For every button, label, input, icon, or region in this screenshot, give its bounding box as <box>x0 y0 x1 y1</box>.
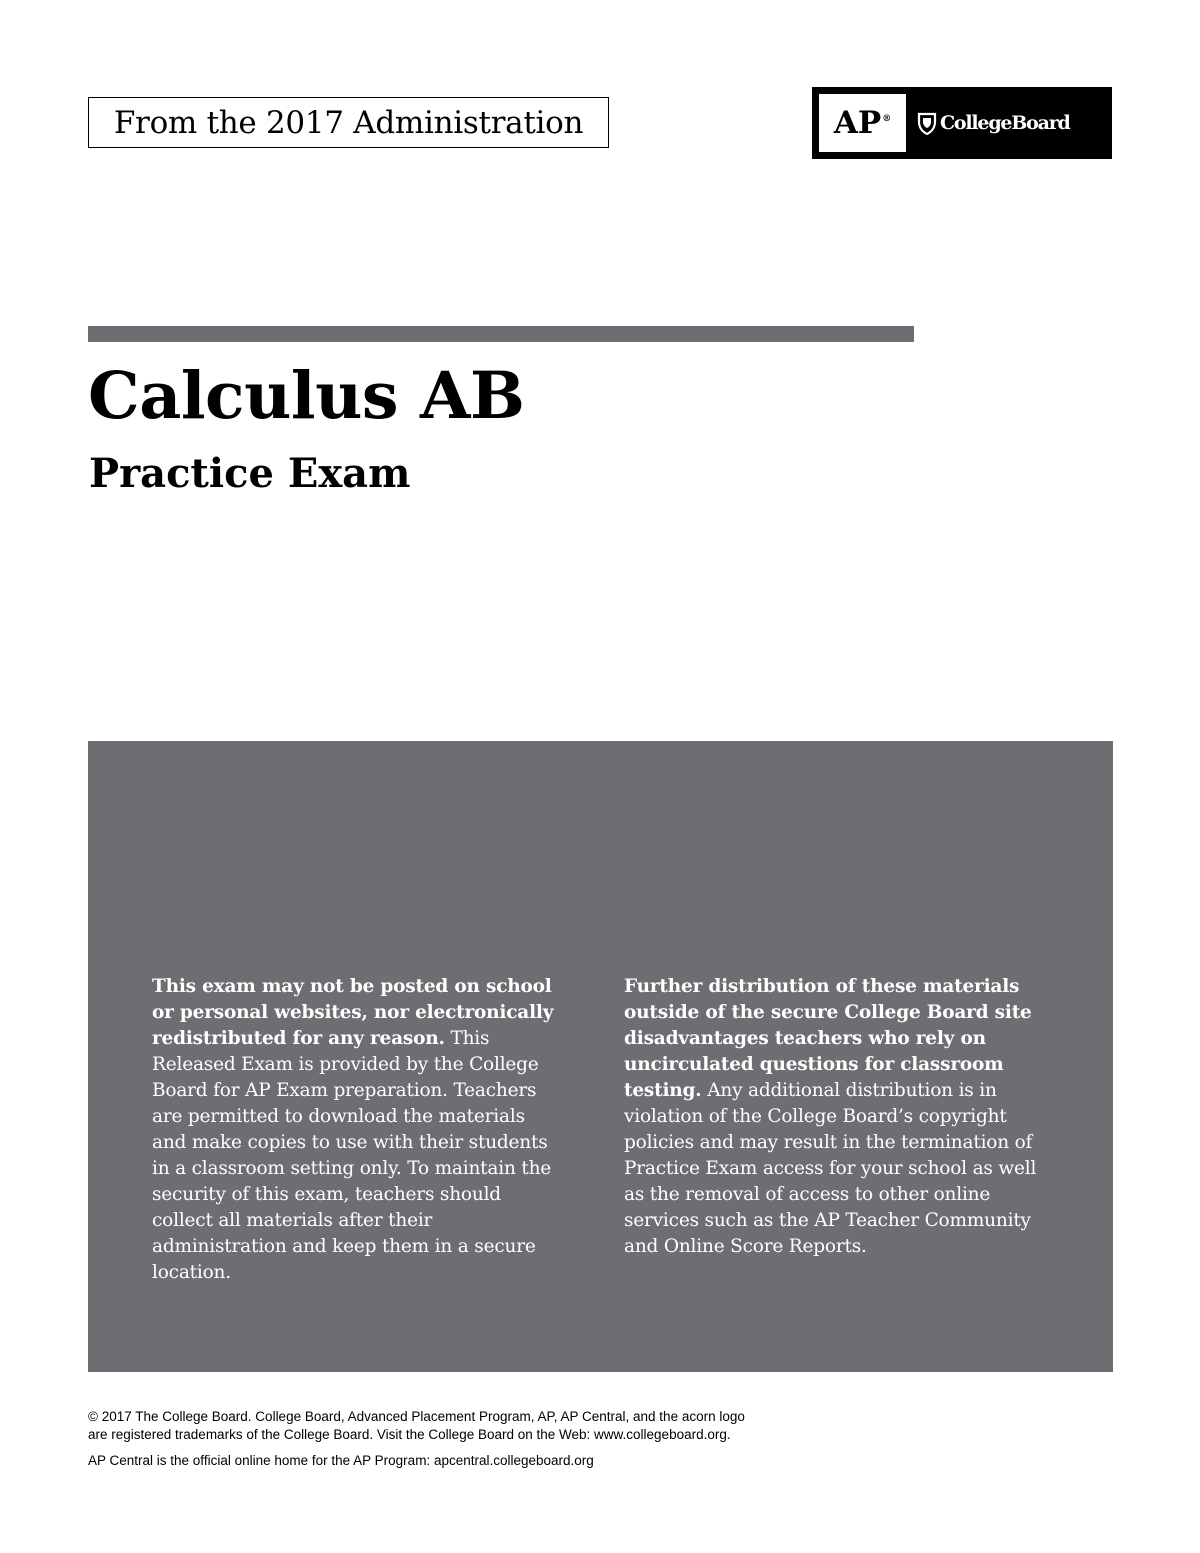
copyright-line-2: are registered trademarks of the College Board. Visit the College Board on the Web: www.collegeboard.org. <box>88 1427 731 1442</box>
notice-panel <box>88 741 1113 1372</box>
copyright-line-1: © 2017 The College Board. College Board, Advanced Placement Program, AP, AP Central, and the acorn logo <box>88 1409 745 1424</box>
notice-right-column <box>624 974 1044 1260</box>
notice-left-column <box>152 974 562 1286</box>
administration-label <box>88 97 609 148</box>
ap-logo <box>819 94 906 152</box>
collegeboard-logo <box>917 87 1102 159</box>
page-subtitle: Practice Exam <box>89 450 411 497</box>
page-title: Calculus AB <box>88 358 525 434</box>
administration-label-text: From the 2017 Administration <box>113 104 584 141</box>
notice-right-regular: Any additional distribution is in violation of the College Board’s copyright policies and may result in the termination of Practice Exam access for your school as well as the removal of access to other online services such as the AP Teacher Community and Online Score Reports. <box>624 1080 1037 1257</box>
collegeboard-logo-text: CollegeBoard <box>940 112 1070 134</box>
ap-central-line: AP Central is the official online home for the AP Program: apcentral.collegeboard.org <box>88 1453 594 1468</box>
footer <box>88 1408 1088 1470</box>
ap-collegeboard-logo <box>812 87 1112 159</box>
notice-left-bold: This exam may not be posted on school or personal websites, nor electronically redistributed for any reason. <box>152 976 554 1049</box>
title-rule <box>88 326 914 342</box>
ap-logo-text: AP <box>833 105 882 141</box>
notice-right-bold: Further distribution of these materials outside of the secure College Board site disadvantages teachers who rely on uncirculated questions for classroom testing. <box>624 976 1032 1101</box>
notice-left-regular: This Released Exam is provided by the College Board for AP Exam preparation. Teachers are permitted to download the materials and make copies to use with their students in a classroom setting only. To maintain the security of this exam, teachers should collect all materials after their administration and keep them in a secure location. <box>152 1028 552 1283</box>
registered-mark: ® <box>882 114 892 124</box>
acorn-icon <box>917 111 937 135</box>
